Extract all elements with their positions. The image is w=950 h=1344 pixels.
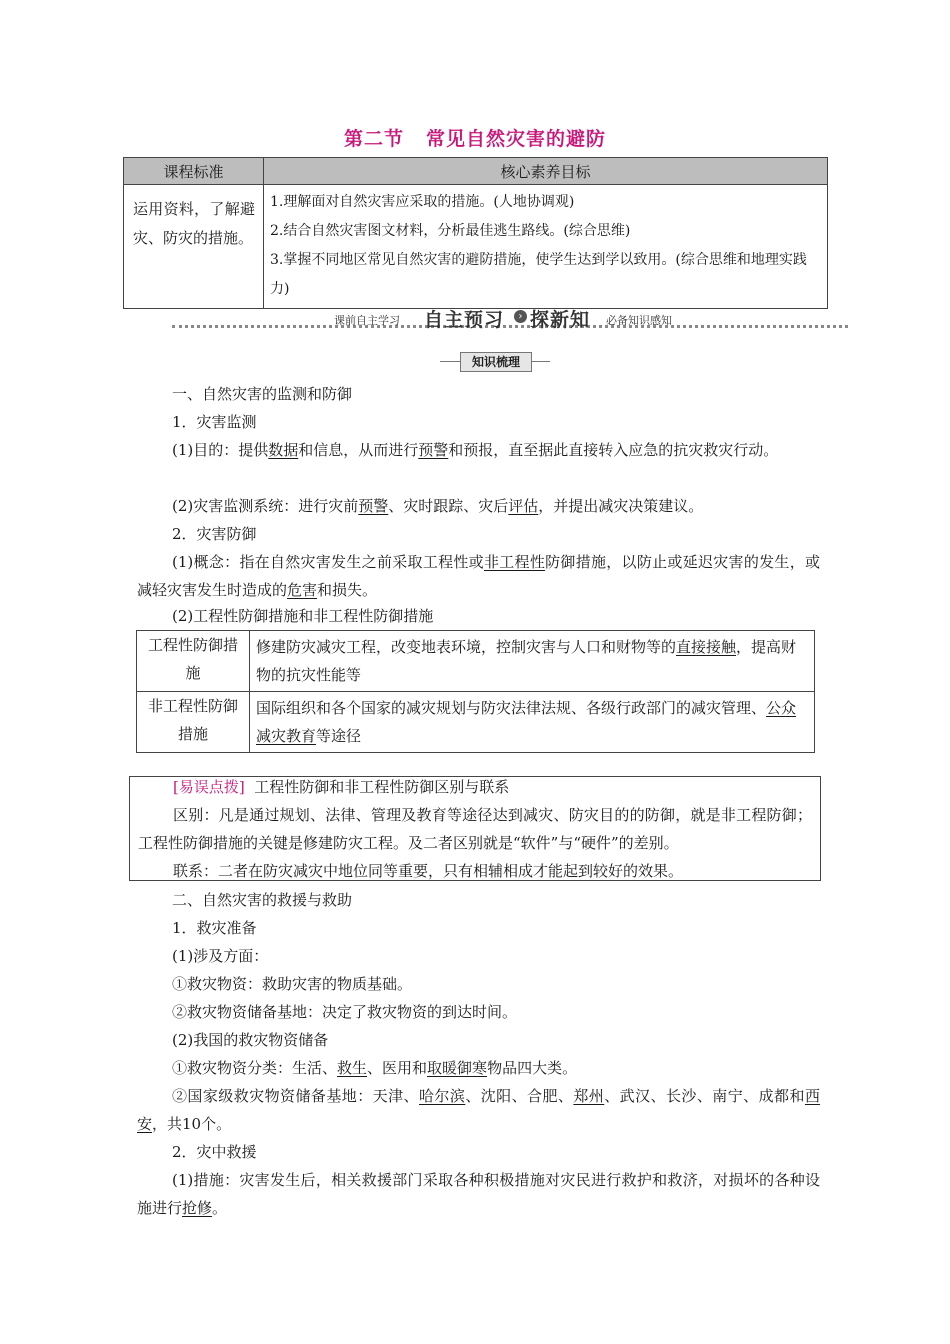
band-right-big: 探新知: [530, 309, 591, 331]
paragraph: (1)目的：提供数据和信息，从而进行预警和预报，直至据此直接转入应急的抗灾救灾行动。: [172, 441, 779, 459]
blank-answer: 评估: [508, 497, 539, 515]
goals-cell: [264, 185, 828, 309]
subheading: 1．灾害监测: [172, 413, 257, 431]
paragraph: (1)概念：指在自然灾害发生之前采取工程性或非工程性防御措施，以防止或延迟灾害的发生，或减轻灾害发生时造成的危害和损失。: [137, 553, 820, 599]
blank-answer: 抢修: [182, 1199, 213, 1217]
paragraph: (2)工程性防御措施和非工程性防御措施: [172, 607, 434, 625]
blank-answer: 取暖御寒: [427, 1059, 488, 1077]
course-standard-cell: 运用资料，了解避灾、防灾的措施。: [124, 185, 264, 309]
tip-difference: 区别：凡是通过规划、法律、管理及教育等途径达到减灾、防灾目的的防御，就是非工程防御；工程性防御措施的关键是修建防灾工程。及二者区别就是“软件”与“硬件”的差别。: [138, 806, 812, 852]
blank-answer: 非工程性: [483, 553, 546, 571]
tip-tag: [易误点拨]: [173, 778, 245, 796]
measure-key: 工程性防御措施: [137, 631, 250, 692]
section-heading: 一、自然灾害的监测和防御: [172, 385, 353, 403]
band-right-small: 必备知识感知: [606, 314, 672, 327]
page-title: 第二节 常见自然灾害的避防: [343, 128, 607, 150]
tip-relation: 联系：二者在防灾减灾中地位同等重要，只有相辅相成才能起到较好的效果。: [173, 862, 684, 880]
tip-title: [易误点拨] 工程性防御和非工程性防御区别与联系: [173, 778, 510, 796]
goal-item: 1.理解面对自然灾害应采取的措施。(人地协调观): [270, 194, 575, 210]
paragraph: ②国家级救灾物资储备基地：天津、哈尔滨、沈阳、合肥、郑州、武汉、长沙、南宁、成都和西安，共10个。: [137, 1087, 820, 1133]
goal-item: 2.结合自然灾害图文材料，分析最佳逃生路线。(综合思维): [270, 223, 631, 239]
measures-table: [136, 630, 815, 753]
paragraph: (2)我国的救灾物资储备: [172, 1031, 329, 1049]
blank-answer: 公众减灾教育: [256, 699, 797, 745]
band-left-small: 课前自主学习: [334, 314, 400, 327]
blank-answer: 哈尔滨: [419, 1087, 466, 1105]
blank-answer: 西安: [137, 1087, 820, 1133]
blank-answer: 预警: [418, 441, 449, 459]
section-band: [172, 304, 848, 330]
blank-answer: 郑州: [573, 1087, 605, 1105]
tip-box: [129, 776, 821, 881]
blank-answer: 直接接触: [676, 638, 737, 656]
subheading: 1．救灾准备: [172, 919, 257, 937]
dotted-divider: [172, 325, 848, 328]
band-left-big: 自主预习: [424, 309, 505, 331]
standards-table: [123, 157, 828, 309]
blank-answer: 危害: [287, 581, 318, 599]
paragraph: ①救灾物资：救助灾害的物质基础。: [172, 975, 413, 993]
blank-answer: 救生: [337, 1059, 368, 1077]
paragraph: (1)涉及方面：: [172, 947, 269, 965]
arrow-icon: ›: [514, 310, 527, 323]
paragraph: ②救灾物资储备基地：决定了救灾物资的到达时间。: [172, 1003, 518, 1021]
measure-value: 修建防灾减灾工程，改变地表环境，控制灾害与人口和财物等的直接接触，提高财物的抗灾性能等: [250, 631, 815, 692]
header-course-standard: 课程标准: [124, 158, 264, 185]
paragraph: ①救灾物资分类：生活、救生、医用和取暖御寒物品四大类。: [172, 1059, 578, 1077]
paragraph: (2)灾害监测系统：进行灾前预警、灾时跟踪、灾后评估，并提出减灾决策建议。: [172, 497, 704, 515]
subheading: 2．灾中救援: [172, 1143, 257, 1161]
subheading: 2．灾害防御: [172, 525, 257, 543]
header-core-goals: 核心素养目标: [264, 158, 828, 185]
paragraph: (1)措施：灾害发生后，相关救援部门采取各种积极措施对灾民进行救护和救济，对损坏的各种设施进行抢修。: [137, 1171, 820, 1217]
section-heading: 二、自然灾害的救援与救助: [172, 891, 353, 909]
goal-item: 3.掌握不同地区常见自然灾害的避防措施，使学生达到学以致用。(综合思维和地理实践力): [270, 252, 807, 297]
blank-answer: 数据: [268, 441, 299, 459]
measure-key: 非工程性防御措施: [137, 692, 250, 753]
knowledge-label-text: 知识梳理: [460, 352, 532, 372]
blank-answer: 预警: [358, 497, 389, 515]
knowledge-label: [440, 352, 550, 372]
measure-value: 国际组织和各个国家的减灾规划与防灾法律法规、各级行政部门的减灾管理、公众减灾教育等途径: [250, 692, 815, 753]
